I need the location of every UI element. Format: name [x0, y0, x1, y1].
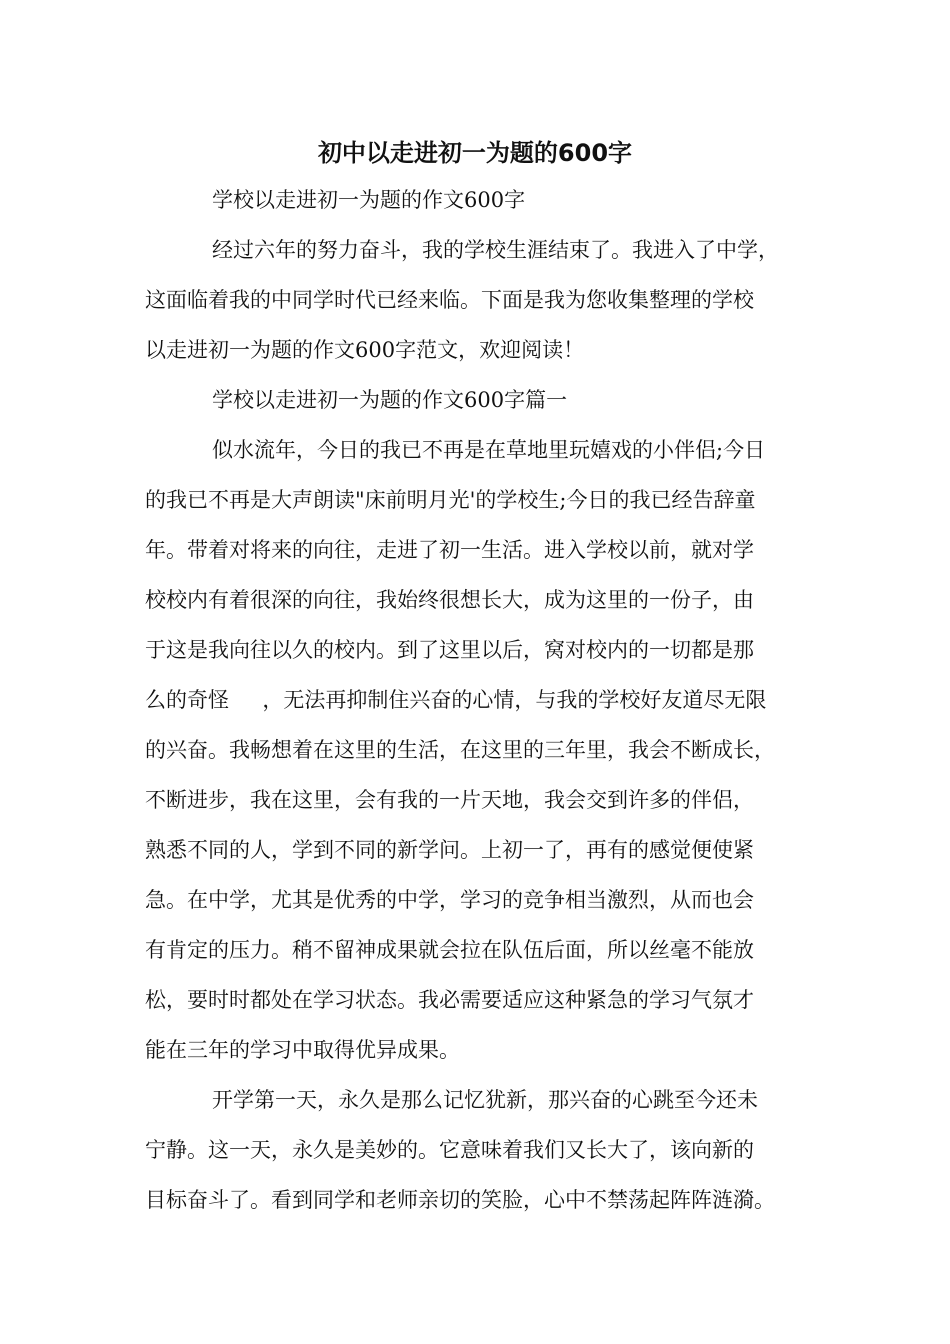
text-line: 宁静。这一天，永久是美妙的。它意味着我们又长大了，该向新的 — [145, 1138, 754, 1162]
text-line: 于这是我向往以久的校内。到了这里以后，窝对校内的一切都是那 — [145, 638, 754, 662]
text-line: 有肯定的压力。稍不留神成果就会拉在队伍后面，所以丝毫不能放 — [145, 938, 754, 962]
text-line: 熟悉不同的人，学到不同的新学问。上初一了，再有的感觉便使紧 — [145, 838, 754, 862]
text-line: 以走进初一为题的作文600字范文，欢迎阅读！ — [145, 338, 585, 362]
text-line: 目标奋斗了。看到同学和老师亲切的笑脸，心中不禁荡起阵阵涟漪。 — [145, 1188, 775, 1212]
text-line: 急。在中学，尤其是优秀的中学，学习的竞争相当激烈，从而也会 — [145, 888, 754, 912]
text-line: 年。带着对将来的向往，走进了初一生活。进入学校以前，就对学 — [145, 538, 754, 562]
subtitle-line: 学校以走进初一为题的作文600字 — [212, 188, 526, 212]
text-line: 么的奇怪 ，无法再抑制住兴奋的心情，与我的学校好友道尽无限 — [145, 688, 767, 712]
text-line: 能在三年的学习中取得优异成果。 — [145, 1038, 460, 1062]
text-line: 松，要时时都处在学习状态。我必需要适应这种紧急的学习气氛才 — [145, 988, 754, 1012]
document-title: 初中以走进初一为题的600字 — [317, 139, 633, 167]
text-line: 似水流年，今日的我已不再是在草地里玩嬉戏的小伴侣;今日 — [212, 438, 766, 462]
text-line: 这面临着我的中同学时代已经来临。下面是我为您收集整理的学校 — [145, 288, 754, 312]
text-line: 不断进步，我在这里，会有我的一片天地，我会交到许多的伴侣， — [145, 788, 754, 812]
text-line: 的我已不再是大声朗读"床前明月光'的学校生;今日的我已经告辞童 — [145, 488, 756, 512]
text-line: 的兴奋。我畅想着在这里的生活，在这里的三年里，我会不断成长， — [145, 738, 775, 762]
section-heading: 学校以走进初一为题的作文600字篇一 — [212, 388, 568, 412]
text-line: 经过六年的努力奋斗，我的学校生涯结束了。我进入了中学， — [212, 238, 779, 262]
text-line: 校校内有着很深的向往，我始终很想长大，成为这里的一份子，由 — [145, 588, 754, 612]
text-line: 开学第一天，永久是那么记忆犹新，那兴奋的心跳至今还未 — [212, 1088, 758, 1112]
